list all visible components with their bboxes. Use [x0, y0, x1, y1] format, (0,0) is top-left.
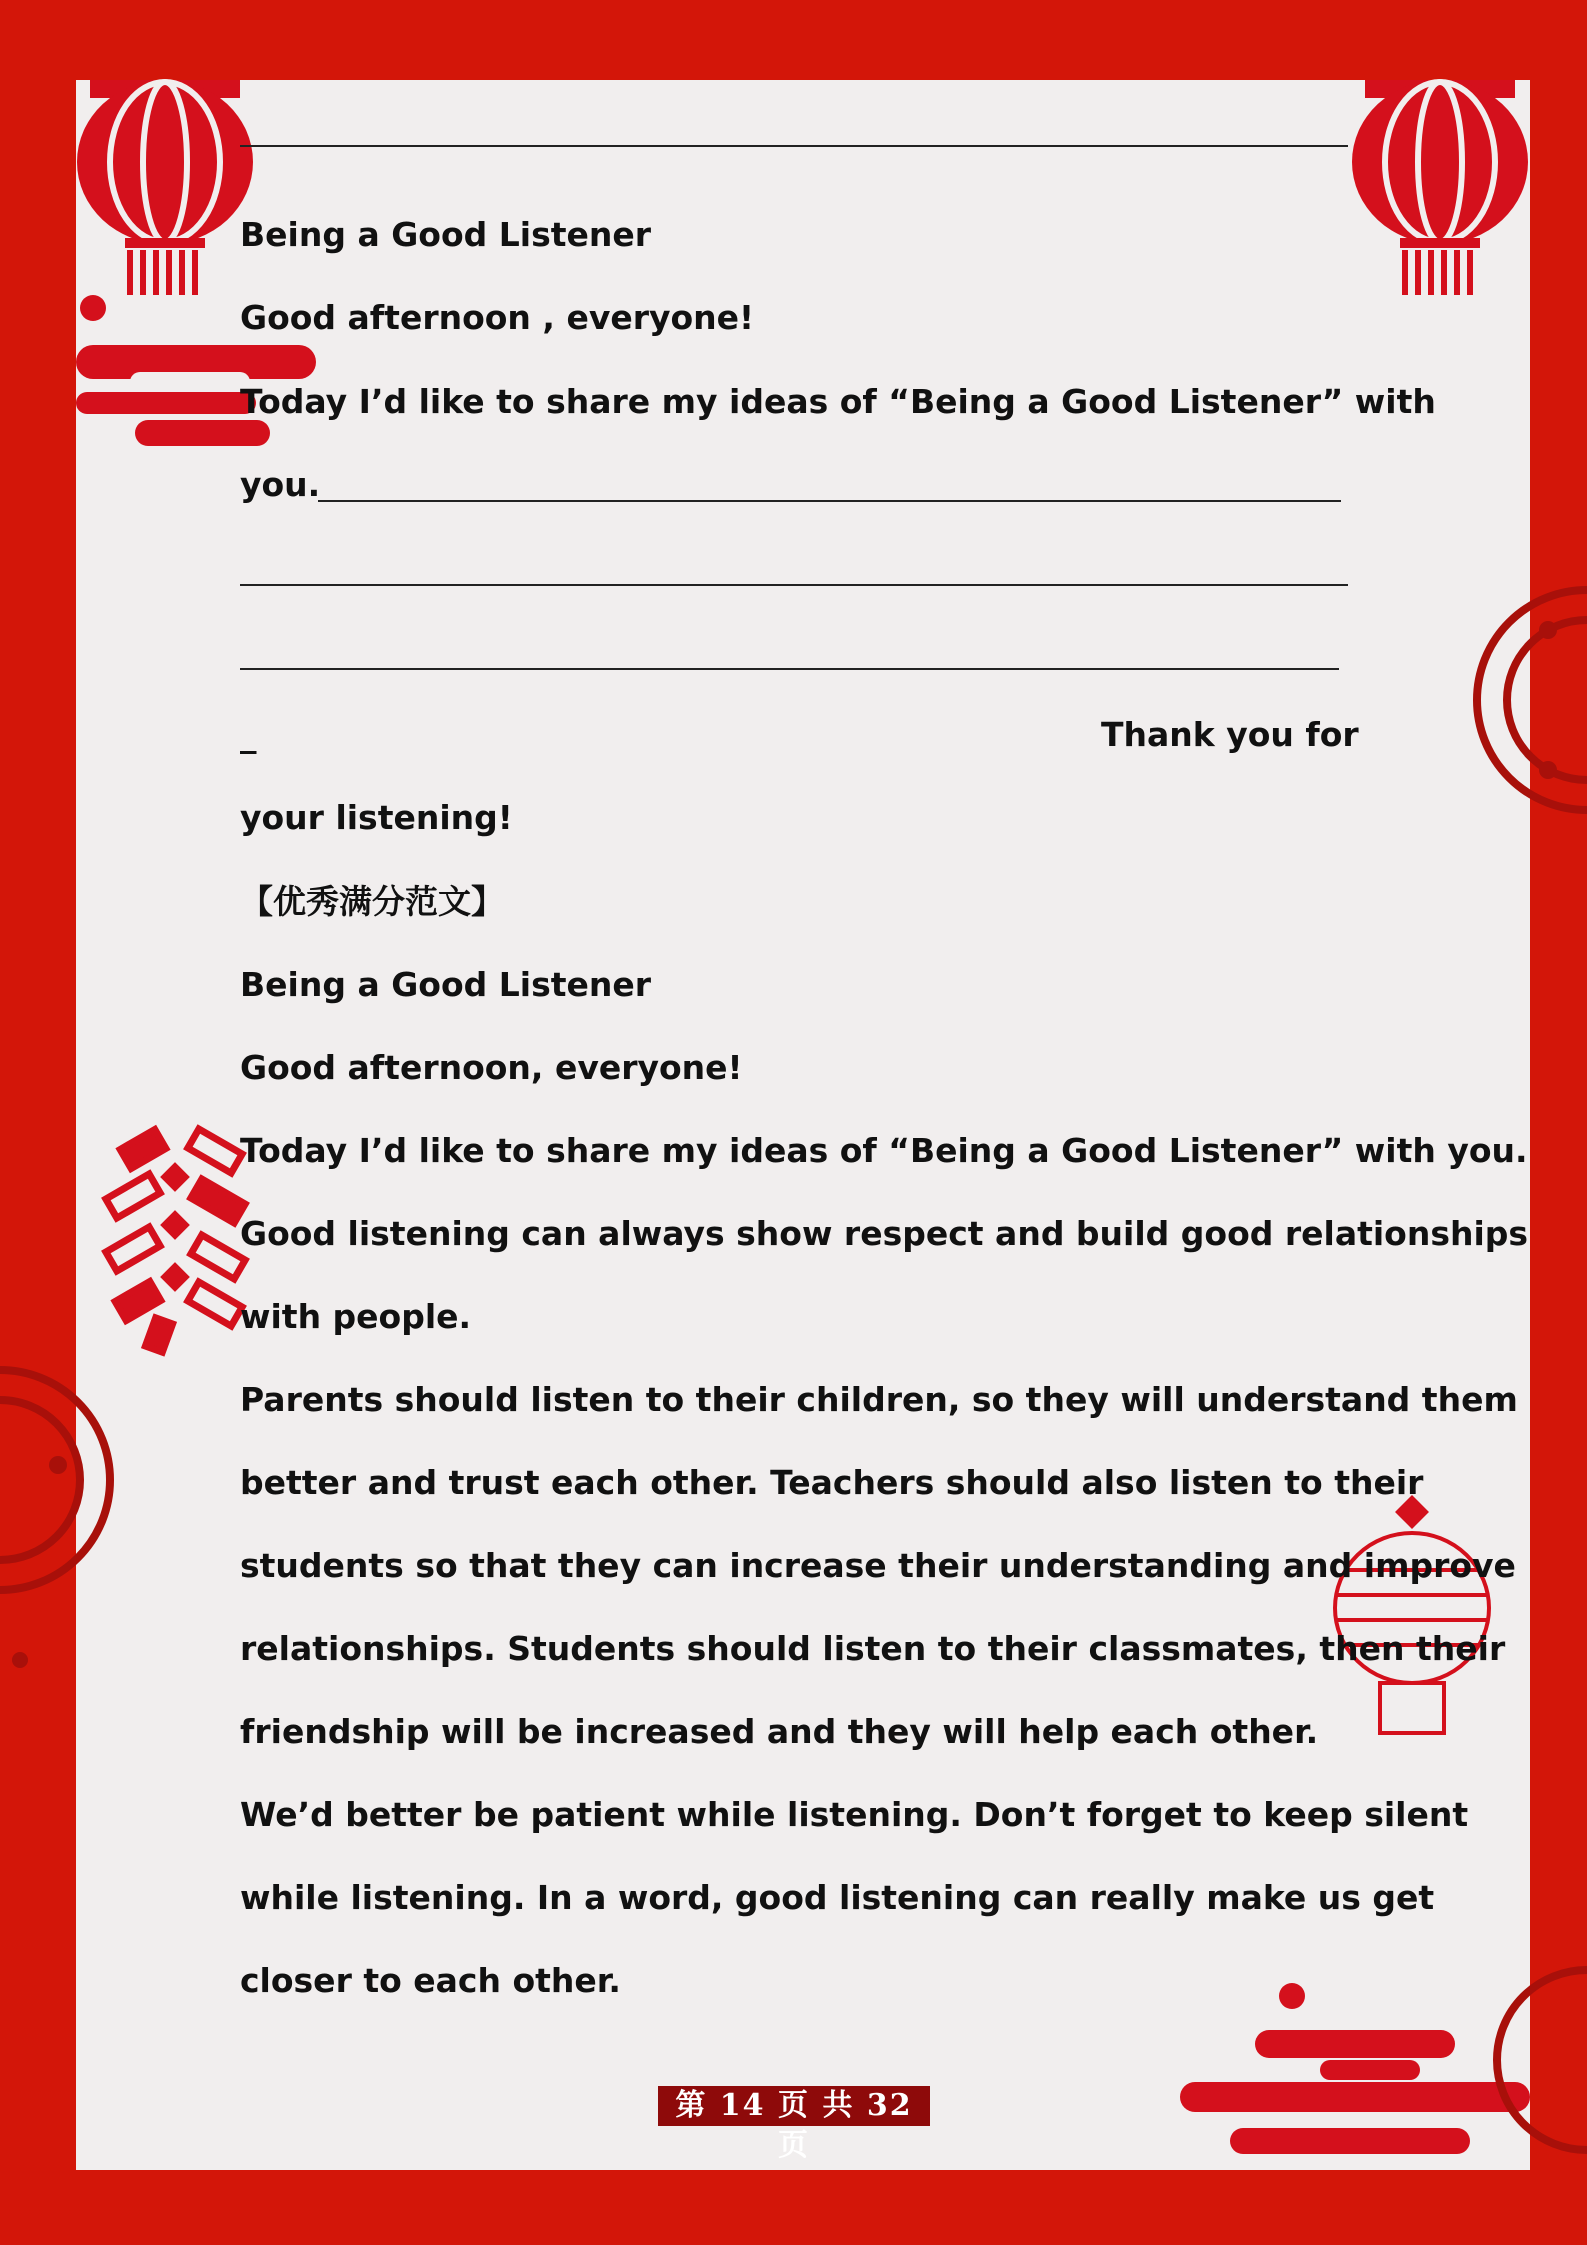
model-line: relationships. Students should listen to their classmates, then their: [240, 1629, 1506, 1668]
draft-thanks: Thank you for: [1101, 715, 1359, 754]
draft-greeting: Good afternoon , everyone!: [240, 298, 755, 337]
blank-line: [240, 584, 1348, 586]
draft-intro-line: you.: [240, 465, 321, 504]
blank-line: [318, 500, 1341, 502]
blank-line: [240, 668, 1339, 670]
model-line: students so that they can increase their understanding and improve: [240, 1546, 1516, 1585]
draft-title: Being a Good Listener: [240, 215, 652, 254]
lantern-icon: [77, 80, 253, 295]
cloud-icon: [1180, 1983, 1530, 2154]
blank-mark: _: [240, 715, 257, 754]
model-line: We’d better be patient while listening. Don’t forget to keep silent: [240, 1795, 1469, 1834]
model-greeting: Good afternoon, everyone!: [240, 1048, 743, 1087]
model-line: with people.: [240, 1297, 472, 1336]
model-title: Being a Good Listener: [240, 965, 652, 1004]
model-line: closer to each other.: [240, 1961, 621, 2000]
draft-intro-line: Today I’d like to share my ideas of “Being a Good Listener” with: [240, 382, 1436, 421]
model-line: while listening. In a word, good listening can really make us get: [240, 1878, 1435, 1917]
model-line: better and trust each other. Teachers should also listen to their: [240, 1463, 1424, 1502]
model-line: Parents should listen to their children, so they will understand them: [240, 1380, 1518, 1419]
lantern-icon: [1352, 80, 1528, 295]
top-rule: [240, 145, 1348, 147]
lantern-icon: [1335, 1495, 1489, 1733]
draft-thanks: your listening!: [240, 798, 513, 837]
model-heading: 【优秀满分范文】: [240, 882, 504, 921]
model-line: Today I’d like to share my ideas of “Being a Good Listener” with you.: [240, 1131, 1528, 1170]
model-line: friendship will be increased and they will help each other.: [240, 1712, 1319, 1751]
page-number-badge: 第 14 页 共 32 页: [658, 2086, 930, 2126]
knot-icon: [106, 1129, 245, 1352]
model-line: Good listening can always show respect and build good relationships: [240, 1214, 1529, 1253]
